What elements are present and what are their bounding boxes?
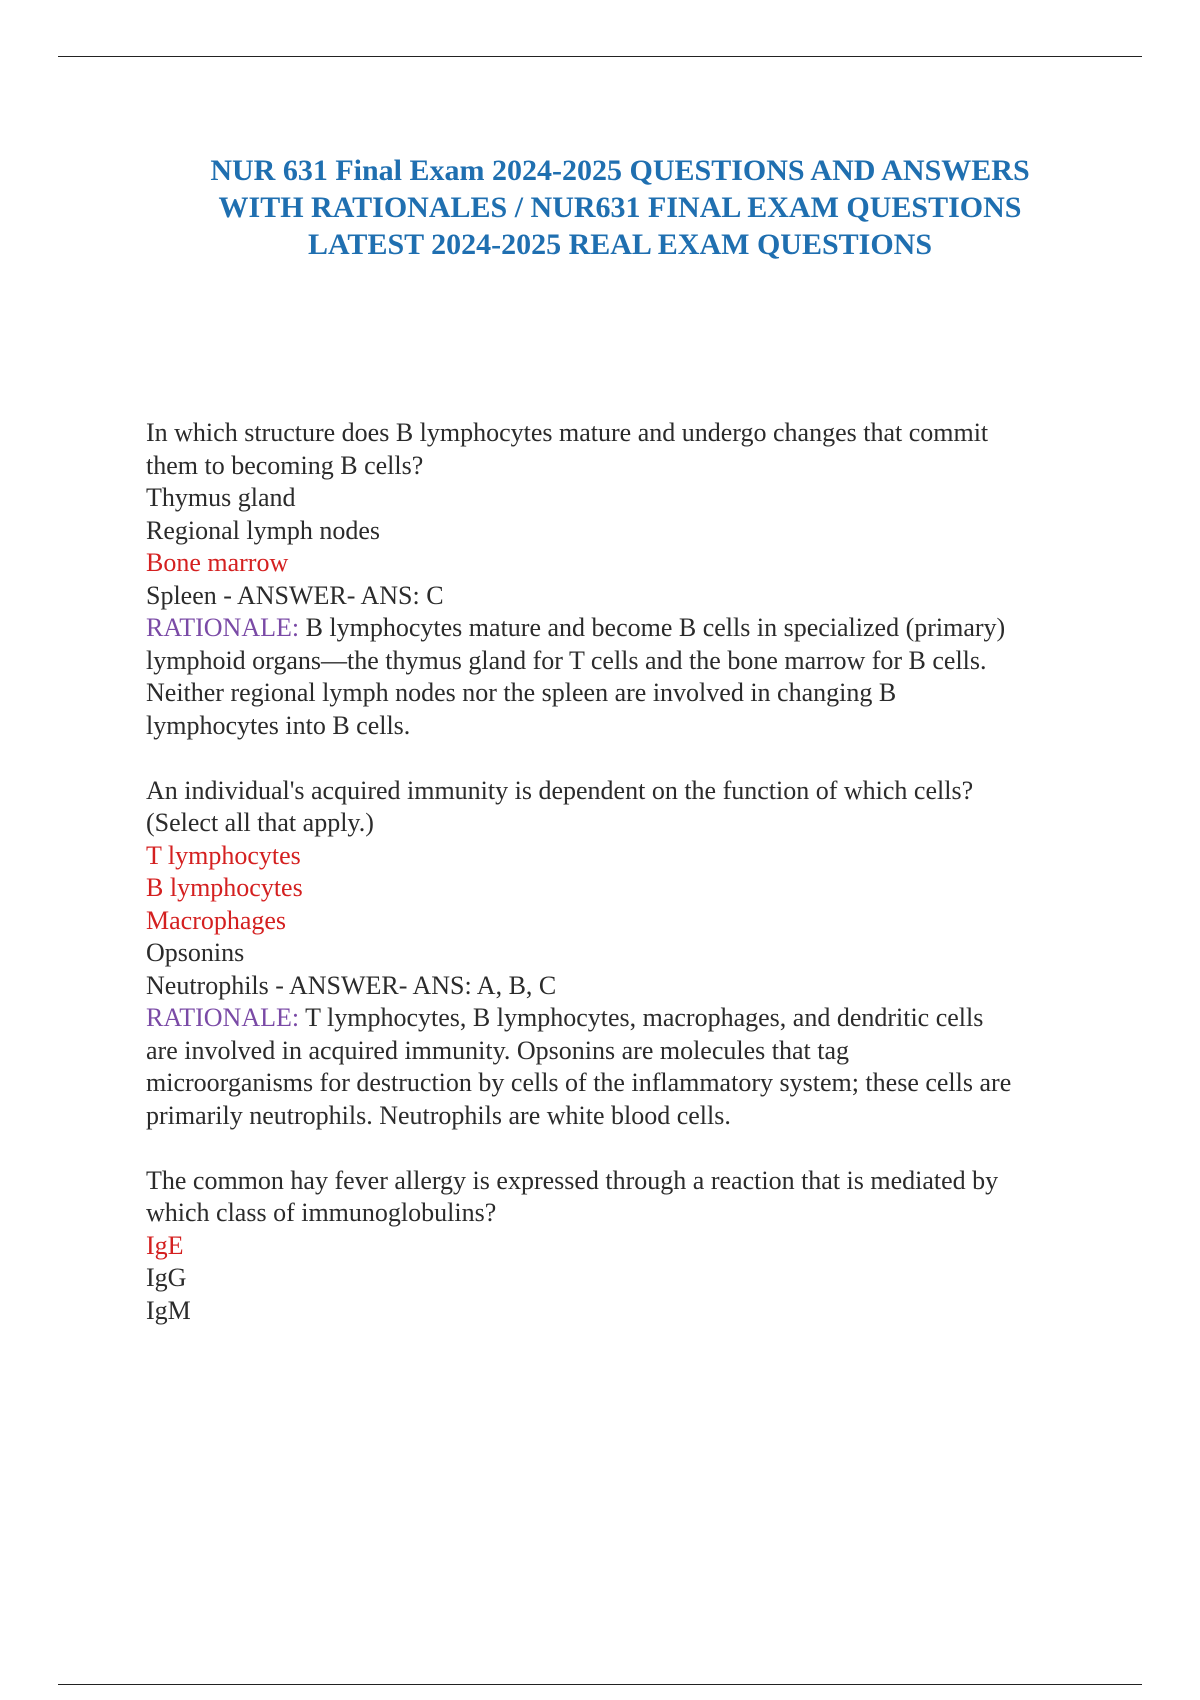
question-2-rationale-line: primarily neutrophils. Neutrophils are white blood cells. — [146, 1100, 731, 1130]
title-line-1: NUR 631 Final Exam 2024-2025 QUESTIONS AND ANSWERS — [210, 154, 1030, 187]
title-line-2: WITH RATIONALES / NUR631 FINAL EXAM QUESTIONS — [218, 191, 1022, 224]
rationale-text: B lymphocytes mature and become B cells in specialized (primary) — [299, 613, 1006, 642]
rationale-text: T lymphocytes, B lymphocytes, macrophages, and dendritic cells — [305, 1003, 984, 1032]
question-1-rationale-line: lymphoid organs—the thymus gland for T cells and the bone marrow for B cells. — [146, 645, 987, 675]
question-2-rationale-line: are involved in acquired immunity. Opsonins are molecules that tag — [146, 1035, 850, 1065]
question-1-rationale-line — [146, 612, 1106, 645]
question-2-stem-line: An individual's acquired immunity is dependent on the function of which cells? — [146, 775, 974, 805]
question-2-stem-line: (Select all that apply.) — [146, 808, 374, 837]
question-1-option-d-answer: Spleen - ANSWER- ANS: C — [146, 580, 444, 610]
question-3-stem-line: The common hay fever allergy is expressed through a reaction that is mediated by — [146, 1165, 999, 1195]
question-block-3 — [146, 1165, 1106, 1328]
question-1-rationale-line: Neither regional lymph nodes nor the spleen are involved in changing B — [146, 678, 897, 707]
rationale-label: RATIONALE: — [146, 1003, 300, 1032]
question-1-option-a: Thymus gland — [146, 483, 296, 512]
rationale-label: RATIONALE: — [146, 613, 300, 642]
question-2-rationale-line — [146, 1002, 1106, 1035]
question-2-option-a-correct: T lymphocytes — [146, 840, 301, 870]
question-1-stem-line: them to becoming B cells? — [146, 450, 424, 480]
question-1-option-c-correct: Bone marrow — [146, 548, 289, 577]
question-1-option-b: Regional lymph nodes — [146, 515, 380, 545]
question-1-stem-line: In which structure does B lymphocytes mature and undergo changes that commit — [146, 418, 989, 447]
question-block-1 — [146, 417, 1106, 742]
question-2-option-c-correct: Macrophages — [146, 905, 287, 935]
question-2-option-b-correct: B lymphocytes — [146, 873, 303, 902]
question-block-2 — [146, 775, 1106, 1133]
document-title — [140, 152, 1100, 263]
title-line-3: LATEST 2024-2025 REAL EXAM QUESTIONS — [307, 228, 933, 261]
question-2-rationale-line: microorganisms for destruction by cells of the inflammatory system; these cells are — [146, 1068, 1012, 1097]
document-body — [146, 417, 1106, 1327]
question-2-option-e-answer: Neutrophils - ANSWER- ANS: A, B, C — [146, 970, 557, 1000]
question-3-option-b: IgG — [146, 1263, 187, 1292]
paragraph-gap — [146, 742, 1106, 775]
header-rule — [58, 56, 1142, 57]
question-3-option-a-correct: IgE — [146, 1230, 184, 1260]
question-1-rationale-line: lymphocytes into B cells. — [146, 710, 411, 740]
footer-rule — [58, 1684, 1142, 1685]
question-3-option-c: IgM — [146, 1295, 191, 1325]
question-3-stem-line: which class of immunoglobulins? — [146, 1198, 497, 1227]
question-2-option-d: Opsonins — [146, 938, 245, 967]
paragraph-gap — [146, 1132, 1106, 1165]
